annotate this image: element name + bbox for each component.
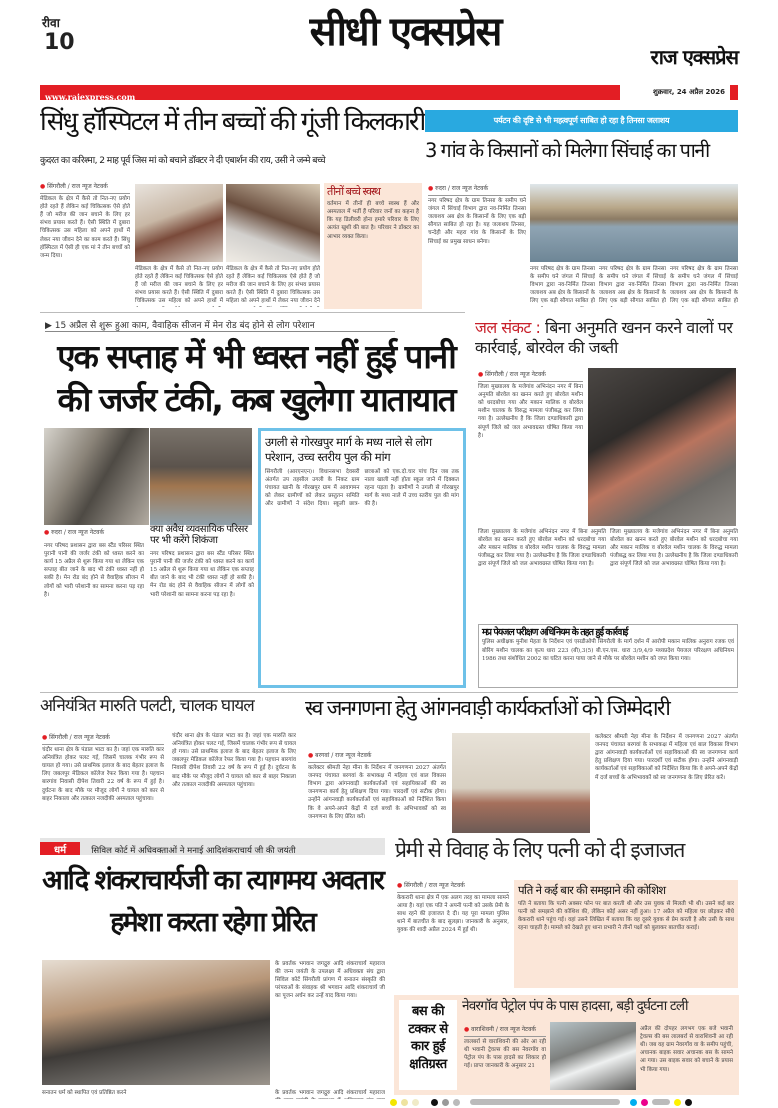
story8-sidebox (514, 880, 738, 988)
story3-sidebox (258, 428, 466, 688)
story8-byline: ● सिंगरौली / राज न्यूज नेटवर्क (397, 881, 509, 893)
story5-byline: ● सिंगरौली / राज न्यूज नेटवर्क (42, 733, 164, 745)
story3-box-headline: उगली से गोरखपुर मार्ग के मध्य नाले से लोग परेशान, उच्च स्तरीय पुल की मांग (265, 435, 432, 464)
story4-body-col1: जिला मुख्यालय के मजेगांव अभिनंदन नगर में बिना अनुमति बोरवेल का खनन करते हुए बोरवेल मशीन को धरदबोचा गया और मकान मालिक व बोरवेल मशीन चालक के विरुद्ध मामला पंजीबद्ध कर लिया गया है। उल्लेखनीय है कि जिला दण्डाधिकारी द्वारा संपूर्ण जिले को जल अभावग्रस्त घोषित किया गया है। (478, 384, 583, 439)
story8-box-title: पति ने कई बार की समझाने की कोशिश (518, 883, 666, 897)
story7-photo-advocates (42, 960, 270, 1085)
story5-body-col1: चंदौर थाना क्षेत्र के पंडाल भाटा का है। जहां एक मारुति कार अनियंत्रित होकर पलट गई, जिसमें चालक गंभीर रूप से घायल हो गया। उसे प्राथमिक इलाज के बाद बेहतर इलाज के लिए जबलपुर मेडिकल कॉलेज रेफर किया गया है। पहचान बारगांव निवासी दीपेश तिवारी 22 वर्ष के रूप में हुई है। दुर्घटना के बाद मौके पर मौजूद लोगों ने घायल को कार से बाहर निकाला और तत्काल नजदीकी अस्पताल पहुंचाया। (42, 747, 164, 802)
story9-photo-bus (550, 1022, 636, 1090)
story3-photo-shops (150, 428, 252, 525)
story6-body-col2: कलेक्टर श्रीमती नेहा मीना के निर्देशन में जनगणना 2027 अंतर्गत जनपद पंचायत बरगवां के सभाकक्ष में महिला एवं बाल विकास विभाग द्वारा आंगनवाड़ी कार्यकर्ताओं एवं सहायिकाओं की स्व जनगणना कार्य हेतु प्रशिक्षण दिया गया। पारदर्शी एवं सटीक होगा। उन्होंने आंगनवाड़ी कार्यकर्ताओं एवं सहायिकाओं को निर्देशित किया कि वे अपने-अपने केंद्रों में दर्ज बच्चों के अभिभावकों को स्व जनगणना के लिए प्रेरित करें। (595, 734, 738, 781)
story9-byline: ● वाराशिवनी / राज न्यूज नेटवर्क (464, 1025, 546, 1037)
story7-headline: आदि शंकराचार्यजी का त्यागमय अवतार हमेशा करता रहेगा प्रेरित (42, 865, 383, 938)
story1-box-title: तीनों बच्चे स्वस्थ (327, 185, 380, 198)
story2-body-col3: नगर परिषद क्षेत्र के ग्राम तिनसा के समीप घने जंगल में सिंचाई विभाग द्वारा नव-निर्मित तिनसा जलाशय अब क्षेत्र के किसानों के लिए एक बड़ी सौगात साबित हो (599, 266, 666, 305)
story8-headline: प्रेमी से विवाह के लिए पत्नी को दी इजाजत (395, 838, 685, 862)
story4-sidebox (478, 624, 738, 688)
story2-body-col1: नगर परिषद क्षेत्र के ग्राम तिनसा के समीप घने जंगल में सिंचाई विभाग द्वारा नव-निर्मित तिनसा जलाशय अब क्षेत्र के किसानों के लिए एक बड़ी सौगात साबित हो रहा है। यह जलाशय तिनसा, चन्देही और महरा गांव के किसानों के लिए सिंचाई का प्रमुख साधन बनेगा। (428, 198, 526, 245)
story4-body-col3: जिला मुख्यालय के मजेगांव अभिनंदन नगर में बिना अनुमति बोरवेल का खनन करते हुए बोरवेल मशीन को धरदबोचा गया और मकान मालिक व बोरवेल मशीन चालक के विरुद्ध मामला पंजीबद्ध कर लिया गया है। उल्लेखनीय है कि जिला दण्डाधिकारी द्वारा संपूर्ण जिले को जल अभावग्रस्त घोषित किया गया है। (610, 529, 738, 568)
story3-body-col2: नगर परिषद प्रशासन द्वारा बस स्टैंड परिसर स्थित पुरानी पानी की जर्जर टंकी को ध्वस्त करने का कार्य 15 अप्रैल से शुरू किया गया था लेकिन एक सप्ताह बीत जाने के बाद भी टंकी ध्वस्त नहीं हो सकी है। मेन रोड बंद होने से वैवाहिक सीजन में लोगों को भारी परेशानी का सामना करना पड़ रहा है। (150, 551, 254, 598)
divider (40, 312, 465, 313)
story5-body-col2: चंदौर थाना क्षेत्र के पंडाल भाटा का है। जहां एक मारुति कार अनियंत्रित होकर पलट गई, जिसमें चालक गंभीर रूप से घायल हो गया। उसे प्राथमिक इलाज के बाद बेहतर इलाज के लिए जबलपुर मेडिकल कॉलेज रेफर किया गया है। पहचान बारगांव निवासी दीपेश तिवारी 22 वर्ष के रूप में हुई है। दुर्घटना के बाद मौके पर मौजूद लोगों ने घायल को कार से बाहर निकाला और तत्काल नजदीकी अस्पताल पहुंचाया। (172, 733, 296, 788)
masthead: सीधी एक्सप्रेस (309, 9, 501, 55)
story3-kicker-text: 15 अप्रैल से शुरू हुआ काम, वैवाहिक सीजन में मेन रोड बंद होने से लोग परेशान (54, 321, 315, 331)
story4-label: जल संकट : (475, 318, 541, 337)
story4-body-col2: जिला मुख्यालय के मजेगांव अभिनंदन नगर में बिना अनुमति बोरवेल का खनन करते हुए बोरवेल मशीन को धरदबोचा गया और मकान मालिक व बोरवेल मशीन चालक के विरुद्ध मामला पंजीबद्ध कर लिया गया है। उल्लेखनीय है कि जिला दण्डाधिकारी द्वारा संपूर्ण जिले को जल अभावग्रस्त घोषित किया गया है। (478, 529, 606, 568)
story2-photo-reservoir (530, 184, 738, 262)
story3-kicker (45, 318, 395, 332)
story6-photo-meeting (452, 733, 590, 833)
story9-body-col2: अप्रैल की दोपहर लगभग एक बजे भवानी ट्रेवल्स की बस लालबर्रा से वाराशिवनी आ रही थी। जब वह ग्राम नेवरगॉव वा के समीप पहुंची, अचानक बाइक सवार अचानक बस के सामने आ गया। उस बाइक सवार को बचाने के प्रयास भी किया गया। (640, 1026, 733, 1073)
story1-headline: सिंधु हॉस्पिटल में तीन बच्चों की गूंजी किलकारी (40, 107, 425, 137)
story2-body-col4: नगर परिषद क्षेत्र के ग्राम तिनसा के समीप घने जंगल में सिंचाई विभाग द्वारा नव-निर्मित तिनसा जलाशय अब क्षेत्र के किसानों के लिए एक बड़ी सौगात साबित हो (670, 266, 738, 305)
story1-subhead: कुदरत का करिश्मा, 2 माह पूर्व जिस मां को बचाने डॉक्टर ने दी एबार्शन की राय, उसी ने जन्मे बच्चे (40, 155, 325, 166)
story4-box-body: पुलिस अधीक्षक मुनीश मेहता के निर्देशन एवं एसडीओपी सिंगरौली के मार्ग दर्शन में आरोपी मकान मालिक अनुराग रजक एवं बोरिंग मशीन चालक का कृत्य धारा 223 (बी),3(5) बी.एन.एस. धारा 3/9,4/9 मध्यप्रदेश पेयजल परिरक्षण अधिनियम 1986 तथा संशोधित 2002 का घटित करना पाया जाने से मौके पर बोरवेल मशीन को जप्त किया गया। (482, 639, 734, 662)
divider (40, 692, 738, 693)
story1-byline: ● सिंगरौली / राज न्यूज नेटवर्क (40, 182, 130, 194)
page-city: रीवा (42, 16, 60, 30)
story1-body-col2: मेडिकल के क्षेत्र में कैसे तो नित-नए प्रयोग होते रहते हैं लेकिन कई चिकित्सक ऐसे होते हैं जो मरीज की जान बचाने के लिए हर संभव प्रयास करते हैं। ऐसी स्थिति में दुबारा चिकित्सक उस महिला को अपने हाथों में (135, 266, 223, 305)
brand-logo: राज एक्सप्रेस (650, 45, 738, 69)
story7-body-col2: के प्रवर्तक भगवान जगद्गुरु आदि शंकराचार्य महाराज (275, 1090, 385, 1096)
story1-photo-family (135, 184, 223, 262)
story3-box-body: सिंगरौली (आरएनएन)। विधानसभा देवसरी अंतर्गत उप तहसील उगली के निकट ग्राम पंचायत खानी के गोरखपुर ग्राम में आवागमन को लेकर ग्रामीणों को लेकर प्रस्तुतन समिति और ग्रामीणों ने संदेश दिया। स्कूली छात्र-छात्राओं को एक.दो.चार पांच दिन जब तक नाला खाली नहीं होता स्कूल जाने में दिक्कत रहना पड़ता है। ग्रामीणों ने उगली से गोरखपुर मार्ग के मध्य नाले में उच्च स्तरीय पुल की मांग की है। (265, 468, 459, 508)
story7-body-col1: के प्रवर्तक भगवान जगद्गुरु आदि शंकराचार्य महाराज की जन्म जयंती के उपलक्ष्य में अधिवक्ता संघ द्वारा सिविल कोर्ट सिंगरौली प्रांगण में सनातन संस्कृति की परंपराओं के संवाहक श्री भगवान आदि शंकराचार्य जी का पूजन अर्चन कर उन्हें याद किया गया। (275, 961, 385, 1000)
story4-headline (475, 318, 740, 358)
story3-subheadline: क्या अवैध व्यवसायिक परिसर पर भी करेंगे शिकंजा (150, 524, 248, 546)
story7-caption: सनातन धर्म को स्थापित एवं प्रतिष्ठित करने (42, 1090, 127, 1096)
story6-headline: स्व जनगणना हेतु आंगनवाड़ी कार्यकर्ताओं को जिम्मेदारी (305, 696, 670, 720)
registration-marks (390, 1098, 740, 1106)
story7-tag: धर्म (40, 842, 80, 855)
story4-headline-text: बिना अनुमति खनन करने वालों पर कार्रवाई, बोरवेल की जब्ती (475, 318, 733, 357)
issue-date: शुक्रवार, 24 अप्रैल 2026 (653, 88, 725, 96)
story1-sidebox (324, 183, 422, 309)
story3-photo-tank (44, 428, 149, 525)
story6-body-col1: कलेक्टर श्रीमती नेहा मीना के निर्देशन में जनगणना 2027 अंतर्गत जनपद पंचायत बरगवां के सभाकक्ष में महिला एवं बाल विकास विभाग द्वारा आंगनवाड़ी कार्यकर्ताओं एवं सहायिकाओं की स्व जनगणना कार्य हेतु प्रशिक्षण दिया गया। पारदर्शी एवं सटीक होगा। उन्होंने आंगनवाड़ी कार्यकर्ताओं एवं सहायिकाओं को निर्देशित किया कि वे अपने-अपने केंद्रों में दर्ज बच्चों के अभिभावकों को स्व जनगणना के लिए प्रेरित करें। (308, 765, 446, 820)
story9-side-title: बस की टक्कर से कार हुई क्षतिग्रस्त (399, 1000, 457, 1090)
website-link[interactable]: www.rajexpress.com (45, 92, 136, 102)
header-bar (40, 85, 620, 100)
story1-body-col3: मेडिकल के क्षेत्र में कैसे तो नित-नए प्रयोग होते रहते हैं लेकिन कई चिकित्सक ऐसे होते हैं जो मरीज की जान बचाने के लिए हर संभव प्रयास करते हैं। ऐसी स्थिति में दुबारा चिकित्सक उस महिला को अपने हाथों में लेकर नया जीवन देने (226, 266, 320, 305)
story2-headline: 3 गांव के किसानों को मिलेगा सिंचाई का पानी (425, 139, 709, 162)
story2-banner: पर्यटन की दृष्टि से भी महत्वपूर्ण साबित हो रहा है तिनसा जलाशय (425, 110, 738, 132)
story6-byline: ● बरगवां / राज न्यूज नेटवर्क (308, 751, 446, 763)
story4-byline: ● सिंगरौली / राज न्यूज नेटवर्क (478, 370, 583, 382)
story2-byline: ● रुदरा / राज न्यूज नेटवर्क (428, 184, 526, 196)
story1-body-col1: मेडिकल के क्षेत्र में कैसे तो नित-नए प्रयोग होते रहते हैं लेकिन कई चिकित्सक ऐसे होते हैं जो मरीज की जान बचाने के लिए हर संभव प्रयास करते हैं। ऐसी स्थिति में दुबारा चिकित्सक उस महिला को अपने हाथों में लेकर नया जीवन देने का काम करते हैं। सिंधु हॉस्पिटल में ऐसी ही एक मां ने तीन बच्चों को जन्म दिया। (40, 196, 130, 259)
header-bar-end (730, 85, 738, 100)
story1-box-body: वर्तमान में तीनों ही बच्चे स्वस्थ हैं और अस्पताल में भर्ती हैं परिवार जनों का कहना है कि यह डिलीवरी होना हमारे परिवार के लिए अत्यंत खुशी की बात है। परिवार ने डॉक्टर का आभार व्यक्त किया। (327, 201, 419, 240)
story7-kicker: सिविल कोर्ट में अधिवक्ताओं ने मनाई आदिशंकराचार्य जी की जयंती (91, 846, 296, 855)
story3-headline: एक सप्ताह में भी ध्वस्त नहीं हुई पानी की जर्जर टंकी, कब खुलेगा यातायात (57, 337, 455, 419)
story2-body-col2: नगर परिषद क्षेत्र के ग्राम तिनसा के समीप घने जंगल में सिंचाई विभाग द्वारा नव-निर्मित तिनसा जलाशय अब क्षेत्र के किसानों के लिए एक बड़ी सौगात साबित हो (530, 266, 595, 305)
story8-body-col1: केकरारी थाना क्षेत्र में एक अलग तरह का मामला सामने आया है। यहां एक पति ने अपनी पत्नी को उसके प्रेमी के साथ रहने की इजाजत दे दी। यह पूरा मामला पुलिस थाने में बातचीत के बाद सुलझा। जानकारी के अनुसार, युवक की शादी अप्रैल 2024 में हुई थी। (397, 895, 509, 934)
story9-headline: नेवरगॉव पेट्रोल पंप के पास हादसा, बड़ी दुर्घटना टली (462, 998, 688, 1014)
story3-byline: ● रुदरा / राज न्यूज नेटवर्क (44, 528, 144, 539)
story8-box-body: पति ने बताया कि पत्नी अक्सर फोन पर बात करती थी और उस युवक से मिलती भी थी। उसने कई बार पत्नी को समझाने की कोशिश की, लेकिन कोई असर नहीं हुआ। 17 अप्रैल को महिला घर छोड़कर सीधे केकरारी थाने पहुंच गई। वहां उसने लिखित में बताया कि वह दूसरे युवक से प्रेम करती है और उसी के साथ रहना चाहती है। मामले को देखते हुए थाना प्रभारी ने तीनों पक्षों को बुलाकर बातचीत कराई। (518, 900, 734, 931)
story1-photo-doctors (226, 184, 320, 262)
story5-headline: अनियंत्रित मारुति पलटी, चालक घायल (40, 696, 254, 716)
page-number: 10 (44, 30, 75, 55)
story3-body-col1: नगर परिषद प्रशासन द्वारा बस स्टैंड परिसर स्थित पुरानी पानी की जर्जर टंकी को ध्वस्त करने का कार्य 15 अप्रैल से शुरू किया गया था लेकिन एक सप्ताह बीत जाने के बाद भी टंकी ध्वस्त नहीं हो सकी है। मेन रोड बंद होने से वैवाहिक सीजन में लोगों को भारी परेशानी का सामना करना पड़ रहा है। (44, 543, 144, 598)
story9-box (394, 995, 739, 1095)
arrow-icon: ▶ (45, 321, 55, 331)
story7-kicker-bar (40, 838, 385, 855)
story4-photo-borewell (588, 368, 736, 526)
story4-box-title: मप्र पेयजल परीक्षण अधिनियम के तहत हुई कार्रवाई (482, 627, 628, 638)
story9-body-col1: लालबर्रा से वाराशिवनी की ओर आ रही थी भवानी ट्रेवल्स की बस नेवरगॉव वा पेट्रोल पंप के पास हादसे का शिकार हो गई। प्राप्त जानकारी के अनुसार 21 (464, 1039, 546, 1070)
